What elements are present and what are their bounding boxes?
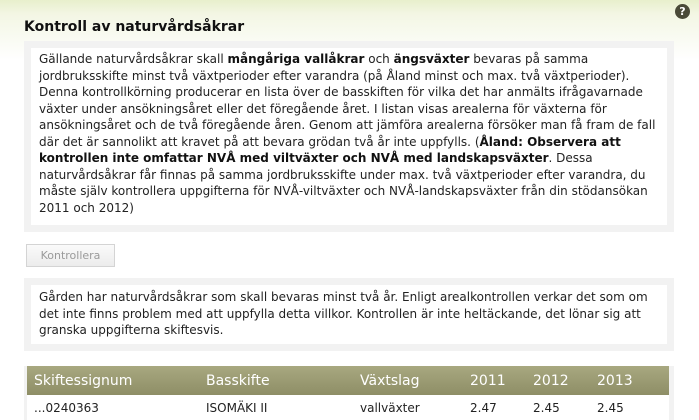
column-header-basskifte[interactable]: Basskifte xyxy=(206,372,270,389)
column-header-vaxtslag[interactable]: Växtslag xyxy=(360,372,420,389)
cell-basskifte: ISOMÄKI II xyxy=(199,395,353,420)
intro-text-part: . Dessa naturvårdsåkrar får finnas på samma jordbruksskifte under max. två växtperioder efter varandra, du måste själv kontrollera uppgifterna för NVÅ-viltväxter och NVÅ-landskapsväxter från din stödansökan 2011 och 2012) xyxy=(39,151,648,215)
result-panel xyxy=(24,278,674,351)
skifte-table-container xyxy=(24,366,674,420)
cell-2011: 2.47 xyxy=(463,395,526,420)
cell-skiftessignum: ...0240363 xyxy=(27,395,199,420)
table-header-row xyxy=(27,366,669,395)
intro-bold-aland-note: Åland: Observera att kontrollen inte omfattar NVÅ med viltväxter och NVÅ med landskapsväxter xyxy=(39,134,621,165)
result-panel-body xyxy=(31,285,667,344)
intro-text-part: Gällande naturvårdsåkrar skall xyxy=(39,52,228,66)
column-header-2012[interactable]: 2012 xyxy=(533,372,569,389)
intro-bold-angsvaxter: ängsväxter xyxy=(393,52,470,66)
intro-text xyxy=(39,51,661,216)
table-row[interactable] xyxy=(27,395,669,420)
cell-2013: 2.45 xyxy=(590,395,669,420)
column-header-2011[interactable]: 2011 xyxy=(470,372,506,389)
page-title: Kontroll av naturvårdsåkrar xyxy=(24,19,245,35)
cell-vaxtslag: vallväxter xyxy=(353,395,463,420)
column-header-skiftessignum[interactable]: Skiftessignum xyxy=(34,372,133,389)
intro-bold-vallakrar: mångåriga vallåkrar xyxy=(227,52,365,66)
skifte-table xyxy=(27,366,669,420)
intro-panel-body xyxy=(31,48,667,225)
help-icon[interactable]: ? xyxy=(675,4,690,19)
kontrollera-button[interactable]: Kontrollera xyxy=(26,244,115,267)
result-text: Gården har naturvårdsåkrar som skall bevaras minst två år. Enligt arealkontrollen verkar det som om det inte finns problem med att uppfylla detta villkor. Kontrollen är inte heltäckande, det lönar sig att granska uppgifterna skiftesvis. xyxy=(39,290,648,337)
intro-text-part: bevaras på samma jordbruksskifte minst två växtperioder efter varandra (på Åland minst och max. två växtperioder). Denna kontrollkörning producerar en lista över de basskiften för vilka det har anmälts ifrågavarnade växter under ansökningsåret eller det föregående året. I listan visas arealerna för växterna för ansökningsåret och de två föregående åren. Genom att jämföra arealerna försöker man få fram de fall där det är sannolikt att kravet på att bevara grödan två år inte uppfylls. ( xyxy=(39,52,656,149)
cell-2012: 2.45 xyxy=(526,395,590,420)
column-header-2013[interactable]: 2013 xyxy=(597,372,633,389)
intro-panel xyxy=(24,41,674,232)
intro-text-part: och xyxy=(364,52,394,66)
